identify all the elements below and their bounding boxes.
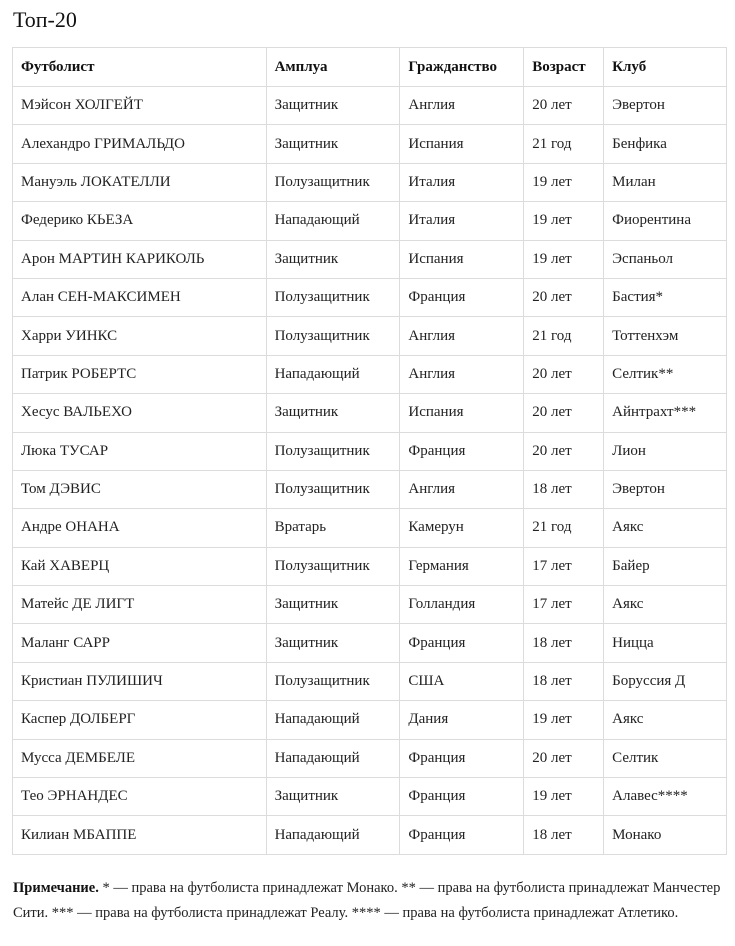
cell-position: Полузащитник (266, 470, 400, 508)
cell-citizenship: Франция (400, 816, 524, 854)
page-title: Топ-20 (13, 7, 77, 32)
cell-citizenship: Франция (400, 278, 524, 316)
cell-position: Нападающий (266, 816, 400, 854)
table-row (13, 816, 727, 854)
table-row (13, 240, 727, 278)
cell-player: Алан СЕН-МАКСИМЕН (13, 278, 267, 316)
cell-player: Алехандро ГРИМАЛЬДО (13, 125, 267, 163)
cell-citizenship: Испания (400, 394, 524, 432)
cell-club: Эвертон (604, 470, 727, 508)
cell-age: 21 год (524, 317, 604, 355)
table-row (13, 278, 727, 316)
header-row (13, 48, 727, 87)
table-row (13, 125, 727, 163)
table-row (13, 624, 727, 662)
cell-club: Монако (604, 816, 727, 854)
cell-position: Вратарь (266, 509, 400, 547)
cell-citizenship: Англия (400, 317, 524, 355)
cell-club: Селтик (604, 739, 727, 777)
footnote-label: Примечание. (13, 880, 99, 896)
cell-age: 21 год (524, 509, 604, 547)
cell-club: Милан (604, 163, 727, 201)
table-row (13, 739, 727, 777)
table-row (13, 778, 727, 816)
cell-age: 20 лет (524, 394, 604, 432)
cell-club: Ницца (604, 624, 727, 662)
cell-player: Матейс ДЕ ЛИГТ (13, 586, 267, 624)
cell-club: Боруссия Д (604, 662, 727, 700)
cell-position: Нападающий (266, 739, 400, 777)
cell-citizenship: Испания (400, 240, 524, 278)
cell-position: Полузащитник (266, 317, 400, 355)
cell-age: 20 лет (524, 355, 604, 393)
cell-age: 19 лет (524, 701, 604, 739)
cell-club: Эвертон (604, 87, 727, 125)
cell-citizenship: Германия (400, 547, 524, 585)
cell-position: Полузащитник (266, 278, 400, 316)
cell-position: Защитник (266, 624, 400, 662)
cell-age: 17 лет (524, 586, 604, 624)
cell-age: 18 лет (524, 816, 604, 854)
cell-age: 19 лет (524, 163, 604, 201)
header-age: Возраст (524, 48, 604, 87)
cell-position: Полузащитник (266, 163, 400, 201)
cell-club: Тоттенхэм (604, 317, 727, 355)
table-row (13, 202, 727, 240)
cell-club: Эспаньол (604, 240, 727, 278)
cell-player: Том ДЭВИС (13, 470, 267, 508)
cell-citizenship: Франция (400, 624, 524, 662)
cell-position: Защитник (266, 125, 400, 163)
cell-age: 19 лет (524, 240, 604, 278)
cell-position: Защитник (266, 394, 400, 432)
table-row (13, 470, 727, 508)
cell-player: Арон МАРТИН КАРИКОЛЬ (13, 240, 267, 278)
cell-club: Фиорентина (604, 202, 727, 240)
cell-player: Хесус ВАЛЬЕХО (13, 394, 267, 432)
cell-position: Защитник (266, 586, 400, 624)
cell-age: 18 лет (524, 470, 604, 508)
cell-citizenship: Франция (400, 778, 524, 816)
cell-position: Нападающий (266, 202, 400, 240)
cell-age: 20 лет (524, 278, 604, 316)
cell-age: 19 лет (524, 202, 604, 240)
cell-club: Селтик** (604, 355, 727, 393)
cell-citizenship: Италия (400, 163, 524, 201)
cell-player: Килиан МБАППЕ (13, 816, 267, 854)
cell-citizenship: Англия (400, 355, 524, 393)
cell-player: Тео ЭРНАНДЕС (13, 778, 267, 816)
cell-player: Каспер ДОЛБЕРГ (13, 701, 267, 739)
table-row (13, 355, 727, 393)
cell-club: Аякс (604, 586, 727, 624)
cell-player: Кристиан ПУЛИШИЧ (13, 662, 267, 700)
footnote (13, 876, 725, 926)
cell-age: 19 лет (524, 778, 604, 816)
table-row (13, 662, 727, 700)
cell-player: Мэйсон ХОЛГЕЙТ (13, 87, 267, 125)
cell-age: 20 лет (524, 432, 604, 470)
table-row (13, 87, 727, 125)
table-row (13, 547, 727, 585)
cell-citizenship: Камерун (400, 509, 524, 547)
cell-citizenship: Испания (400, 125, 524, 163)
table-row (13, 317, 727, 355)
header-club: Клуб (604, 48, 727, 87)
cell-player: Харри УИНКС (13, 317, 267, 355)
cell-citizenship: Италия (400, 202, 524, 240)
cell-age: 18 лет (524, 662, 604, 700)
header-player: Футболист (13, 48, 267, 87)
table-header (13, 48, 727, 87)
cell-player: Маланг САРР (13, 624, 267, 662)
table-row (13, 701, 727, 739)
cell-club: Айнтрахт*** (604, 394, 727, 432)
cell-age: 18 лет (524, 624, 604, 662)
cell-age: 20 лет (524, 739, 604, 777)
players-table (12, 47, 727, 855)
cell-citizenship: Голландия (400, 586, 524, 624)
cell-player: Патрик РОБЕРТС (13, 355, 267, 393)
cell-position: Защитник (266, 87, 400, 125)
header-position: Амплуа (266, 48, 400, 87)
cell-citizenship: Дания (400, 701, 524, 739)
cell-position: Полузащитник (266, 432, 400, 470)
cell-citizenship: Франция (400, 739, 524, 777)
cell-club: Байер (604, 547, 727, 585)
cell-position: Защитник (266, 778, 400, 816)
cell-player: Федерико КЬЕЗА (13, 202, 267, 240)
table-row (13, 586, 727, 624)
cell-position: Защитник (266, 240, 400, 278)
footnote-text: * — права на футболиста принадлежат Монако. ** — права на футболиста принадлежат Манчестер Сити. *** — права на футболиста принадлежат Реалу. **** — права на футболиста принадлежат Атлетико. (13, 880, 721, 921)
cell-player: Люка ТУСАР (13, 432, 267, 470)
cell-age: 20 лет (524, 87, 604, 125)
table-row (13, 394, 727, 432)
cell-citizenship: США (400, 662, 524, 700)
cell-club: Аякс (604, 701, 727, 739)
cell-player: Мануэль ЛОКАТЕЛЛИ (13, 163, 267, 201)
cell-player: Кай ХАВЕРЦ (13, 547, 267, 585)
cell-citizenship: Англия (400, 470, 524, 508)
cell-player: Мусса ДЕМБЕЛЕ (13, 739, 267, 777)
cell-citizenship: Франция (400, 432, 524, 470)
cell-club: Бастия* (604, 278, 727, 316)
header-citizenship: Гражданство (400, 48, 524, 87)
cell-age: 21 год (524, 125, 604, 163)
cell-player: Андре ОНАНА (13, 509, 267, 547)
cell-position: Полузащитник (266, 547, 400, 585)
cell-club: Бенфика (604, 125, 727, 163)
cell-club: Аякс (604, 509, 727, 547)
cell-position: Полузащитник (266, 662, 400, 700)
cell-age: 17 лет (524, 547, 604, 585)
cell-position: Нападающий (266, 355, 400, 393)
table-row (13, 432, 727, 470)
cell-position: Нападающий (266, 701, 400, 739)
cell-club: Алавес**** (604, 778, 727, 816)
table-row (13, 509, 727, 547)
cell-citizenship: Англия (400, 87, 524, 125)
table-row (13, 163, 727, 201)
table-body (13, 87, 727, 855)
cell-club: Лион (604, 432, 727, 470)
